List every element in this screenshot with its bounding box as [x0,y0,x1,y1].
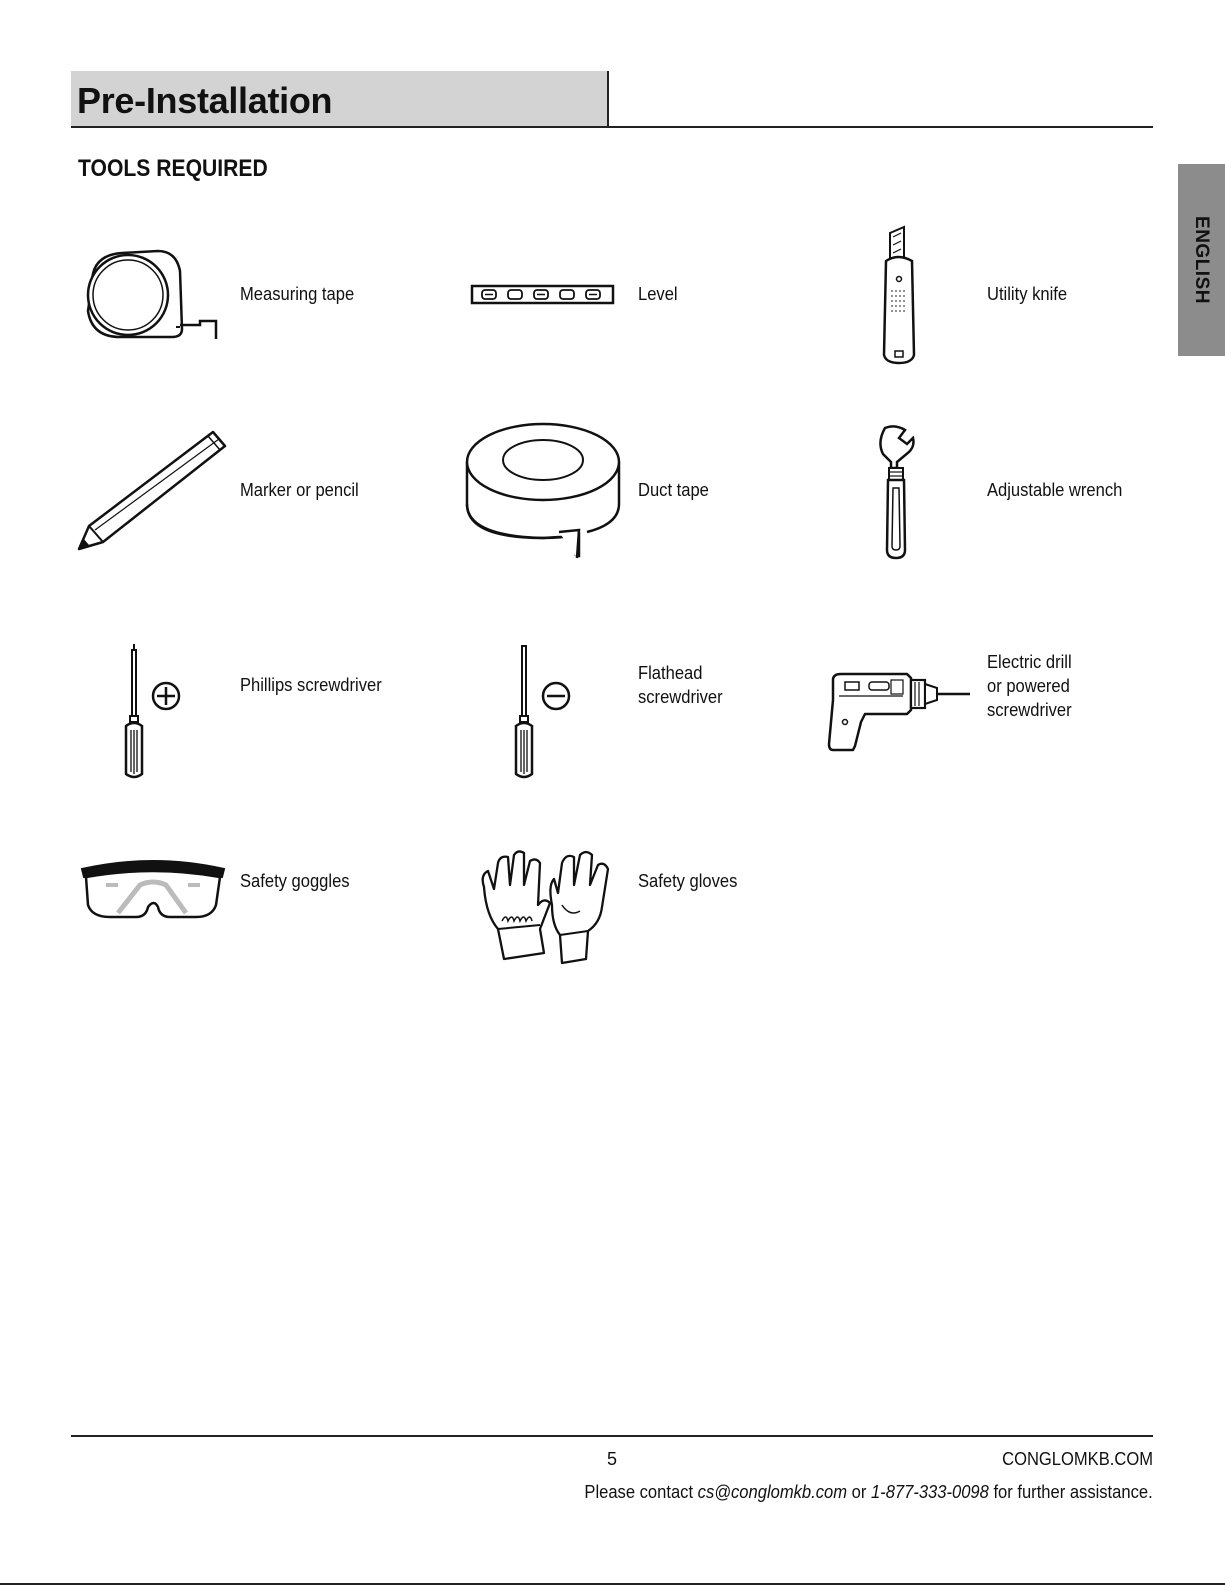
tool-label-flathead-screwdriver: Flathead screwdriver [638,663,723,707]
tool-label-phillips-screwdriver: Phillips screwdriver [240,675,382,695]
footer-rule [71,1435,1153,1437]
tool-label-utility-knife: Utility knife [987,284,1068,304]
duct-tape-icon [463,420,623,562]
contact-or: or [851,1482,867,1502]
tool-label-safety-gloves: Safety gloves [638,871,738,891]
pencil-icon [75,428,230,553]
header-rule [71,126,1153,128]
contact-suffix: for further assistance. [993,1482,1153,1502]
website-link[interactable]: CONGLOMKB.COM [1002,1449,1153,1469]
electric-drill-icon [825,670,975,760]
contact-line [585,1482,1153,1503]
tool-label-safety-goggles: Safety goggles [240,871,350,891]
language-tab [1178,164,1225,356]
tool-label-adjustable-wrench: Adjustable wrench [987,480,1123,500]
contact-phone[interactable]: 1-877-333-0098 [871,1482,990,1502]
tool-label-measuring-tape: Measuring tape [240,284,355,304]
measuring-tape-icon [80,245,225,345]
header-divider [607,71,609,127]
safety-goggles-icon [78,855,228,925]
level-icon [470,284,615,306]
contact-prefix: Please contact [584,1482,694,1502]
tool-label-electric-drill: Electric drill or powered screwdriver [987,652,1072,720]
tool-label-level: Level [638,284,678,304]
tool-label-duct-tape: Duct tape [638,480,709,500]
phillips-screwdriver-icon [120,642,185,782]
page-title: Pre-Installation [77,80,333,121]
tool-label-marker-or-pencil: Marker or pencil [240,480,359,500]
flathead-screwdriver-icon [510,642,575,782]
section-title: TOOLS REQUIRED [78,155,268,182]
utility-knife-icon [878,225,920,367]
contact-email[interactable]: cs@conglomkb.com [697,1482,848,1502]
page-number: 5 [606,1449,618,1469]
language-tab-label: ENGLISH [1191,216,1212,304]
safety-gloves-icon [478,845,613,967]
adjustable-wrench-icon [875,424,925,560]
